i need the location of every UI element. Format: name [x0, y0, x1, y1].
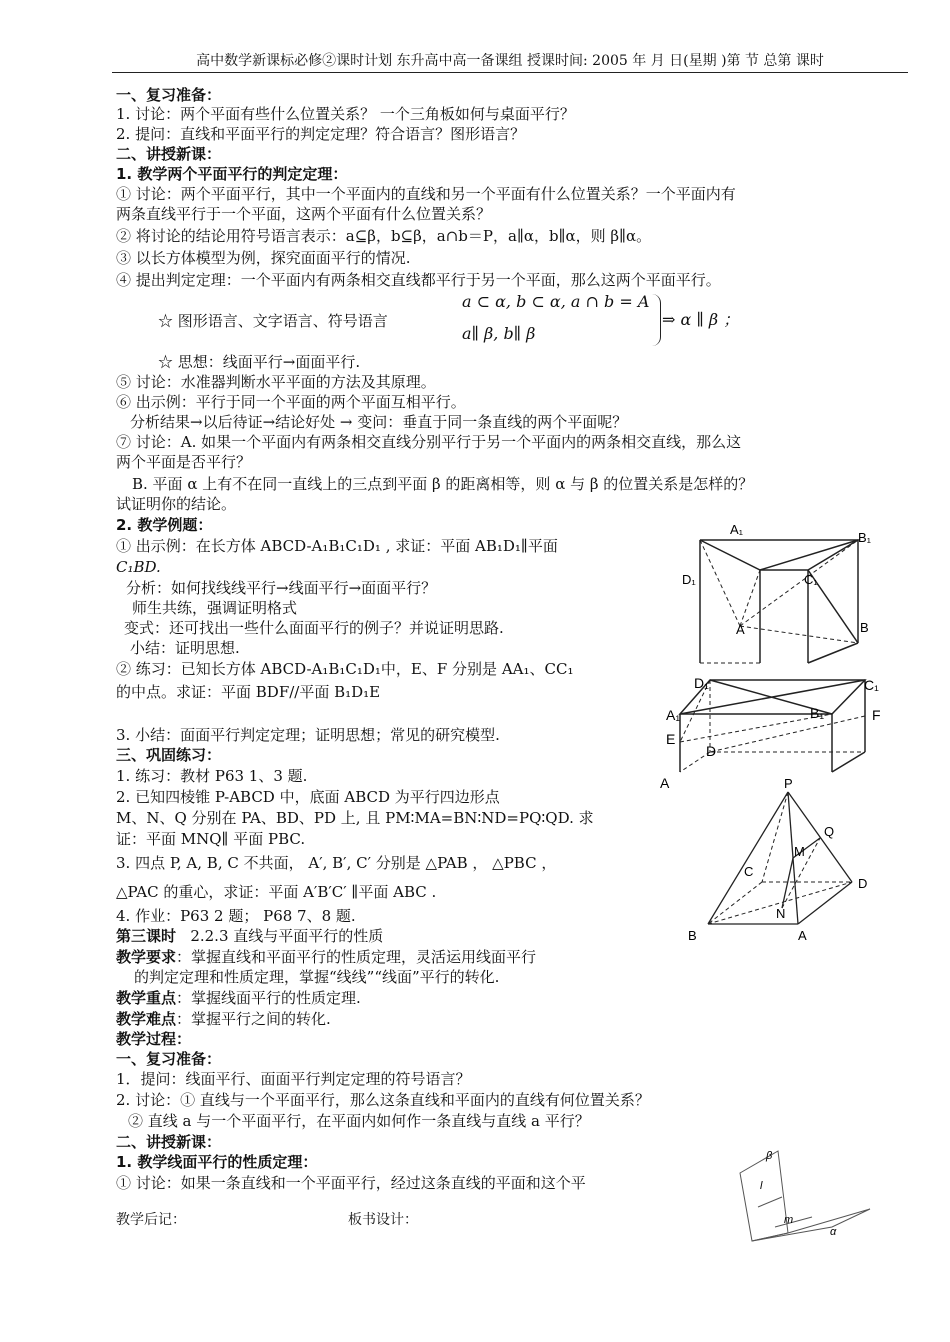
- text-line: 3. 四点 P, A, B, C 不共面， A′, B′, C′ 分别是 △PAB ， △PBC ，: [116, 854, 557, 872]
- section-heading: 教学过程：: [116, 1030, 192, 1048]
- text-line: ③ 以长方体模型为例，探究面面平行的情况.: [116, 249, 411, 267]
- text-line: 4. 作业：P63 2 题； P68 7、8 题.: [116, 907, 356, 925]
- text-line: ④ 提出判定定理：一个平面内有两条相交直线都平行于另一个平面，那么这两个平面平行。: [116, 271, 721, 289]
- text-line: ② 直线 a 与一个平面平行，在平面内如何作一条直线与直线 a 平行？: [128, 1112, 590, 1130]
- text-line: ⑤ 讨论：水准器判断水平平面的方法及其原理。: [116, 373, 436, 391]
- text-line: 证：平面 MNQ∥ 平面 PBC.: [116, 830, 306, 848]
- subsection-heading: 2. 教学例题：: [116, 516, 213, 534]
- math-condition: a∥ β, b∥ β: [462, 324, 536, 343]
- section-heading: 二、讲授新课：: [116, 145, 222, 163]
- field-text: ：掌握平行之间的转化.: [176, 1010, 331, 1028]
- text-line: 的中点。求证：平面 BDF//平面 B₁D₁E: [116, 683, 381, 701]
- label-A1: A₁: [666, 707, 681, 723]
- label-A: A: [736, 622, 745, 637]
- label-B: B: [860, 620, 869, 635]
- label-B: B: [688, 928, 697, 943]
- text-line: 两条直线平行于一个平面，这两个平面有什么位置关系？: [116, 205, 492, 223]
- label-A1: A₁: [730, 522, 744, 537]
- section-heading: 一、复习准备：: [116, 86, 222, 104]
- label-D1: D₁: [694, 675, 709, 691]
- label-E: E: [666, 731, 676, 747]
- label-m: m: [784, 1214, 794, 1226]
- label-C1: C₁: [864, 677, 879, 693]
- text-line: ☆ 思想：线面平行→面面平行.: [158, 353, 361, 371]
- label-N: N: [776, 906, 786, 921]
- field-label: 教学要求: [116, 948, 177, 966]
- label-A: A: [660, 775, 670, 791]
- label-D: D: [858, 876, 868, 891]
- footer-board-label: 板书设计：: [348, 1212, 418, 1228]
- text-line: ① 出示例：在长方体 ABCD-A₁B₁C₁D₁ , 求证：平面 AB₁D₁∥平面: [116, 537, 558, 555]
- label-C: C: [744, 864, 754, 879]
- text-line: 分析：如何找线线平行→线面平行→面面平行？: [126, 579, 437, 597]
- section-heading: 三、巩固练习：: [116, 746, 222, 764]
- text-line: [116, 947, 536, 967]
- text-line: B. 平面 α 上有不在同一直线上的三点到平面 β 的距离相等，则 α 与 β 的位置关系是怎样的？: [132, 475, 754, 493]
- text-line: 2. 讨论：① 直线与一个平面平行，那么这条直线和平面内的直线有何位置关系？: [116, 1091, 650, 1109]
- subsection-heading: 1. 教学两个平面平行的判定定理：: [116, 165, 348, 183]
- text-line: 3. 小结：面面平行判定定理；证明思想；常见的研究模型.: [116, 726, 500, 744]
- math-condition: a ⊂ α, b ⊂ α, a ∩ b = A: [462, 292, 650, 311]
- text-line: 师生共练，强调证明格式: [132, 599, 298, 617]
- label-D: D: [706, 743, 717, 759]
- text-line: ② 练习：已知长方体 ABCD-A₁B₁C₁D₁中，E、F 分别是 AA₁、CC₁: [116, 660, 574, 678]
- field-label: 教学难点: [116, 1010, 177, 1028]
- text-line: 小结：证明思想.: [130, 639, 240, 657]
- lesson-title: [116, 926, 383, 946]
- subsection-heading: 1. 教学线面平行的性质定理：: [116, 1153, 318, 1171]
- section-heading: 二、讲授新课：: [116, 1133, 222, 1151]
- math-conclusion: ⇒ α ∥ β ；: [662, 310, 740, 329]
- planes-figure: [730, 1145, 880, 1245]
- field-text: ：掌握线面平行的性质定理.: [176, 989, 361, 1007]
- label-B1: B₁: [810, 705, 825, 721]
- text-line: 2. 已知四棱锥 P-ABCD 中，底面 ABCD 为平行四边形点: [116, 788, 500, 806]
- text-line: M、N、Q 分别在 PA、BD、PD 上, 且 PM∶MA=BN∶ND=PQ∶QD. 求: [116, 809, 594, 827]
- label-P: P: [784, 776, 793, 791]
- text-line: 1．提问：线面平行、面面平行判定定理的符号语言？: [116, 1070, 471, 1088]
- text-line: 试证明你的结论。: [116, 495, 237, 513]
- text-line: ① 讨论：两个平面平行，其中一个平面内的直线和另一个平面有什么位置关系？一个平面内有: [116, 185, 736, 203]
- label-alpha: α: [830, 1226, 837, 1238]
- text-line: [116, 1009, 331, 1029]
- label-l: l: [760, 1180, 763, 1192]
- label-M: M: [794, 844, 805, 859]
- cuboid-figure-2: [660, 672, 890, 792]
- text-line: ⑦ 讨论：A. 如果一个平面内有两条相交直线分别平行于另一个平面内的两条相交直线，那么这: [116, 433, 742, 451]
- text-line: 1. 讨论：两个平面有些什么位置关系？ 一个三角板如何与桌面平行？: [116, 105, 575, 123]
- text-line: 分析结果→以后待证→结论好处 → 变问：垂直于同一条直线的两个平面呢？: [130, 413, 628, 431]
- label-C1: C₁: [804, 572, 818, 587]
- label-D1: D₁: [682, 572, 696, 587]
- field-label: 教学重点: [116, 989, 177, 1007]
- text-line: [116, 988, 361, 1008]
- text-line: ① 讨论：如果一条直线和一个平面平行，经过这条直线的平面和这个平: [116, 1174, 586, 1192]
- pyramid-figure: [680, 776, 880, 946]
- label-F: F: [872, 707, 881, 723]
- text-line: △PAC 的重心，求证：平面 A′B′C′ ∥平面 ABC .: [116, 883, 437, 901]
- cuboid-figure-1: [660, 518, 890, 678]
- lesson-topic: 2.2.3 直线与平面平行的性质: [190, 927, 384, 945]
- label-Q: Q: [824, 824, 835, 839]
- text-line: 1. 练习：教材 P63 1、3 题.: [116, 767, 308, 785]
- text-line: ② 将讨论的结论用符号语言表示：a⊆β，b⊆β，a∩b＝P，a∥α，b∥α，则 β∥α。: [116, 227, 652, 245]
- page-header: 高中数学新课标必修②课时计划 东升高中高一备课组 授课时间: 2005 年 月 日(星期 )第 节 总第 课时: [112, 50, 908, 73]
- label-beta: β: [766, 1150, 773, 1162]
- brace-symbol: [652, 294, 661, 346]
- footer-notes-label: 教学后记：: [116, 1212, 186, 1228]
- text-line: ☆ 图形语言、文字语言、符号语言: [158, 312, 388, 330]
- text-line: 2. 提问：直线和平面平行的判定定理？符合语言？图形语言？: [116, 125, 526, 143]
- label-B1: B₁: [858, 530, 872, 545]
- field-text: ：掌握直线和平面平行的性质定理，灵活运用线面平行: [176, 948, 537, 966]
- section-heading: 一、复习准备：: [116, 1050, 222, 1068]
- text-line: ⑥ 出示例：平行于同一个平面的两个平面互相平行。: [116, 393, 466, 411]
- label-A: A: [798, 928, 807, 943]
- text-line: 的判定定理和性质定理，掌握“线线”“线面”平行的转化.: [134, 968, 500, 986]
- text-line: C₁BD.: [116, 558, 161, 576]
- lesson-label: 第三课时: [116, 927, 177, 945]
- text-line: 变式：还可找出一些什么面面平行的例子？并说证明思路.: [124, 619, 504, 637]
- text-line: 两个平面是否平行？: [116, 453, 252, 471]
